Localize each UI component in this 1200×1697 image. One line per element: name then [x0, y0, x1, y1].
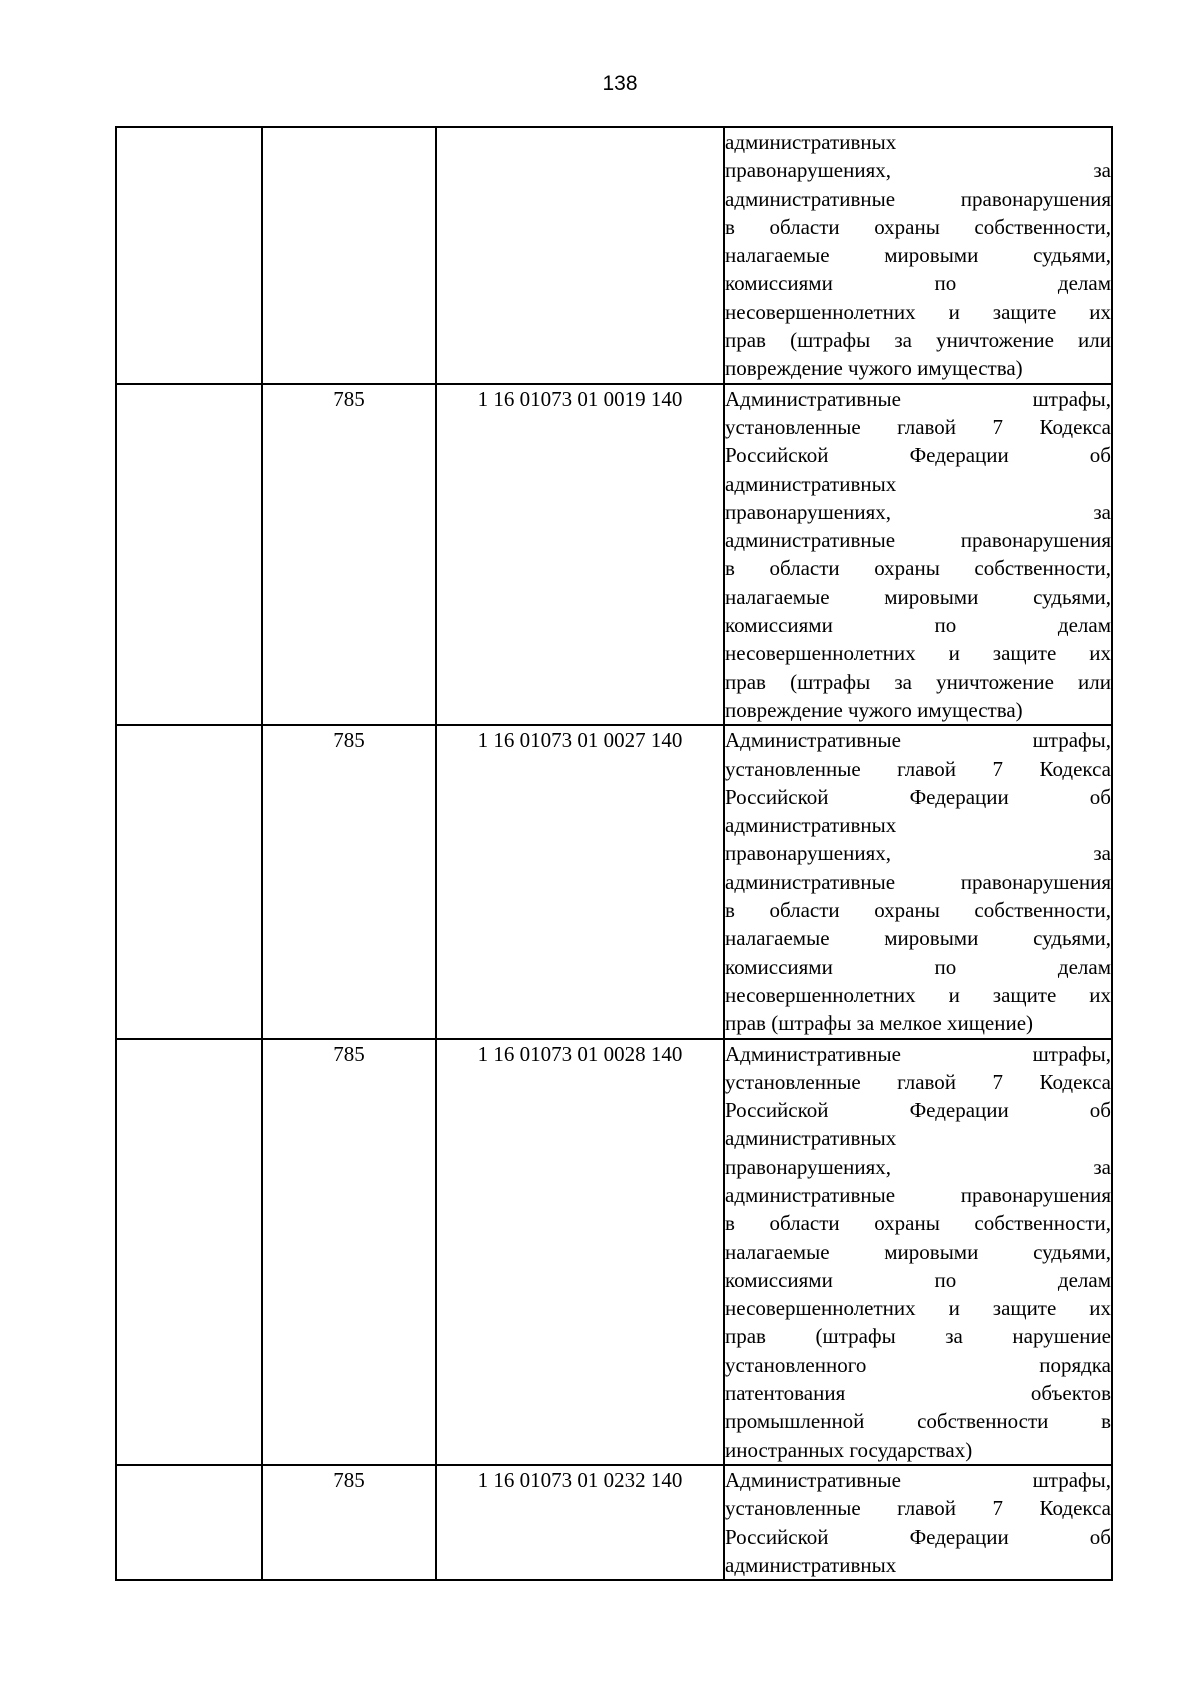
description-line: патентования объектов [725, 1381, 1111, 1406]
description-line: Российской Федерации об [725, 784, 1111, 809]
table-row [116, 1039, 1112, 1465]
description-line: установленные главой 7 Кодекса [725, 414, 1111, 439]
description-line: в области охраны собственности, [725, 556, 1111, 581]
description-line: комиссиями по делам [725, 271, 1111, 296]
cell-budget-code: 1 16 01073 01 0028 140 [436, 1039, 724, 1465]
description-line: установленные главой 7 Кодекса [725, 756, 1111, 781]
description-line: иностранных государствах) [725, 1437, 973, 1462]
cell-empty [116, 127, 262, 384]
description-line: установленные главой 7 Кодекса [725, 1069, 1111, 1094]
table-row [116, 384, 1112, 726]
description-line: налагаемые мировыми судьями, [725, 243, 1111, 268]
description-line: административных [725, 471, 897, 496]
description-line: повреждение чужого имущества) [725, 697, 1023, 722]
description-line: в области охраны собственности, [725, 898, 1111, 923]
description-line: Административные штрафы, [725, 1467, 1111, 1492]
cell-admin-code: 785 [262, 1465, 436, 1580]
description-line: Административные штрафы, [725, 728, 1111, 753]
description-line: прав (штрафы за мелкое хищение) [725, 1011, 1034, 1036]
table-row [116, 1465, 1112, 1580]
description-line: прав (штрафы за уничтожение или [725, 669, 1111, 694]
description-line: правонарушениях, за [725, 499, 1111, 524]
description-line: несовершеннолетних и защите их [725, 1296, 1111, 1321]
description-line: несовершеннолетних и защите их [725, 641, 1111, 666]
description-line: установленные главой 7 Кодекса [725, 1496, 1111, 1521]
cell-admin-code: 785 [262, 1039, 436, 1465]
description-line: налагаемые мировыми судьями, [725, 584, 1111, 609]
description-line: налагаемые мировыми судьями, [725, 1239, 1111, 1264]
cell-empty [116, 384, 262, 726]
description-line: в области охраны собственности, [725, 214, 1111, 239]
table-row [116, 127, 1112, 384]
description-line: правонарушениях, за [725, 158, 1111, 183]
description-line: административные правонарушения [725, 1182, 1111, 1207]
budget-codes-table [115, 126, 1113, 1581]
cell-admin-code [262, 127, 436, 384]
description-line: правонарушениях, за [725, 841, 1111, 866]
table-row [116, 725, 1112, 1038]
description-line: правонарушениях, за [725, 1154, 1111, 1179]
cell-description [724, 127, 1112, 384]
description-line: Административные штрафы, [725, 386, 1111, 411]
description-line: комиссиями по делам [725, 954, 1111, 979]
cell-budget-code: 1 16 01073 01 0027 140 [436, 725, 724, 1038]
description-line: прав (штрафы за нарушение [725, 1324, 1111, 1349]
cell-description [724, 1465, 1112, 1580]
description-line: Российской Федерации об [725, 1098, 1111, 1123]
description-line: административные правонарушения [725, 869, 1111, 894]
cell-budget-code [436, 127, 724, 384]
cell-empty [116, 1039, 262, 1465]
description-line: административные правонарушения [725, 528, 1111, 553]
cell-description [724, 1039, 1112, 1465]
description-line: Российской Федерации об [725, 443, 1111, 468]
description-line: комиссиями по делам [725, 1267, 1111, 1292]
description-line: повреждение чужого имущества) [725, 356, 1023, 381]
cell-description [724, 725, 1112, 1038]
cell-description [724, 384, 1112, 726]
description-line: комиссиями по делам [725, 613, 1111, 638]
table-body [116, 127, 1112, 1580]
description-line: прав (штрафы за уничтожение или [725, 328, 1111, 353]
description-line: несовершеннолетних и защите их [725, 982, 1111, 1007]
description-line: Российской Федерации об [725, 1524, 1111, 1549]
cell-budget-code: 1 16 01073 01 0232 140 [436, 1465, 724, 1580]
description-line: налагаемые мировыми судьями, [725, 926, 1111, 951]
description-line: промышленной собственности в [725, 1409, 1111, 1434]
description-line: в области охраны собственности, [725, 1211, 1111, 1236]
description-line: несовершеннолетних и защите их [725, 299, 1111, 324]
cell-empty [116, 1465, 262, 1580]
cell-budget-code: 1 16 01073 01 0019 140 [436, 384, 724, 726]
page-number: 138 [602, 72, 638, 95]
description-line: административных [725, 1126, 897, 1151]
description-line: установленного порядка [725, 1352, 1111, 1377]
cell-admin-code: 785 [262, 384, 436, 726]
description-line: административных [725, 1552, 897, 1577]
description-line: административных [725, 813, 897, 838]
cell-admin-code: 785 [262, 725, 436, 1038]
cell-empty [116, 725, 262, 1038]
description-line: административные правонарушения [725, 186, 1111, 211]
description-line: Административные штрафы, [725, 1041, 1111, 1066]
description-line: административных [725, 130, 897, 154]
